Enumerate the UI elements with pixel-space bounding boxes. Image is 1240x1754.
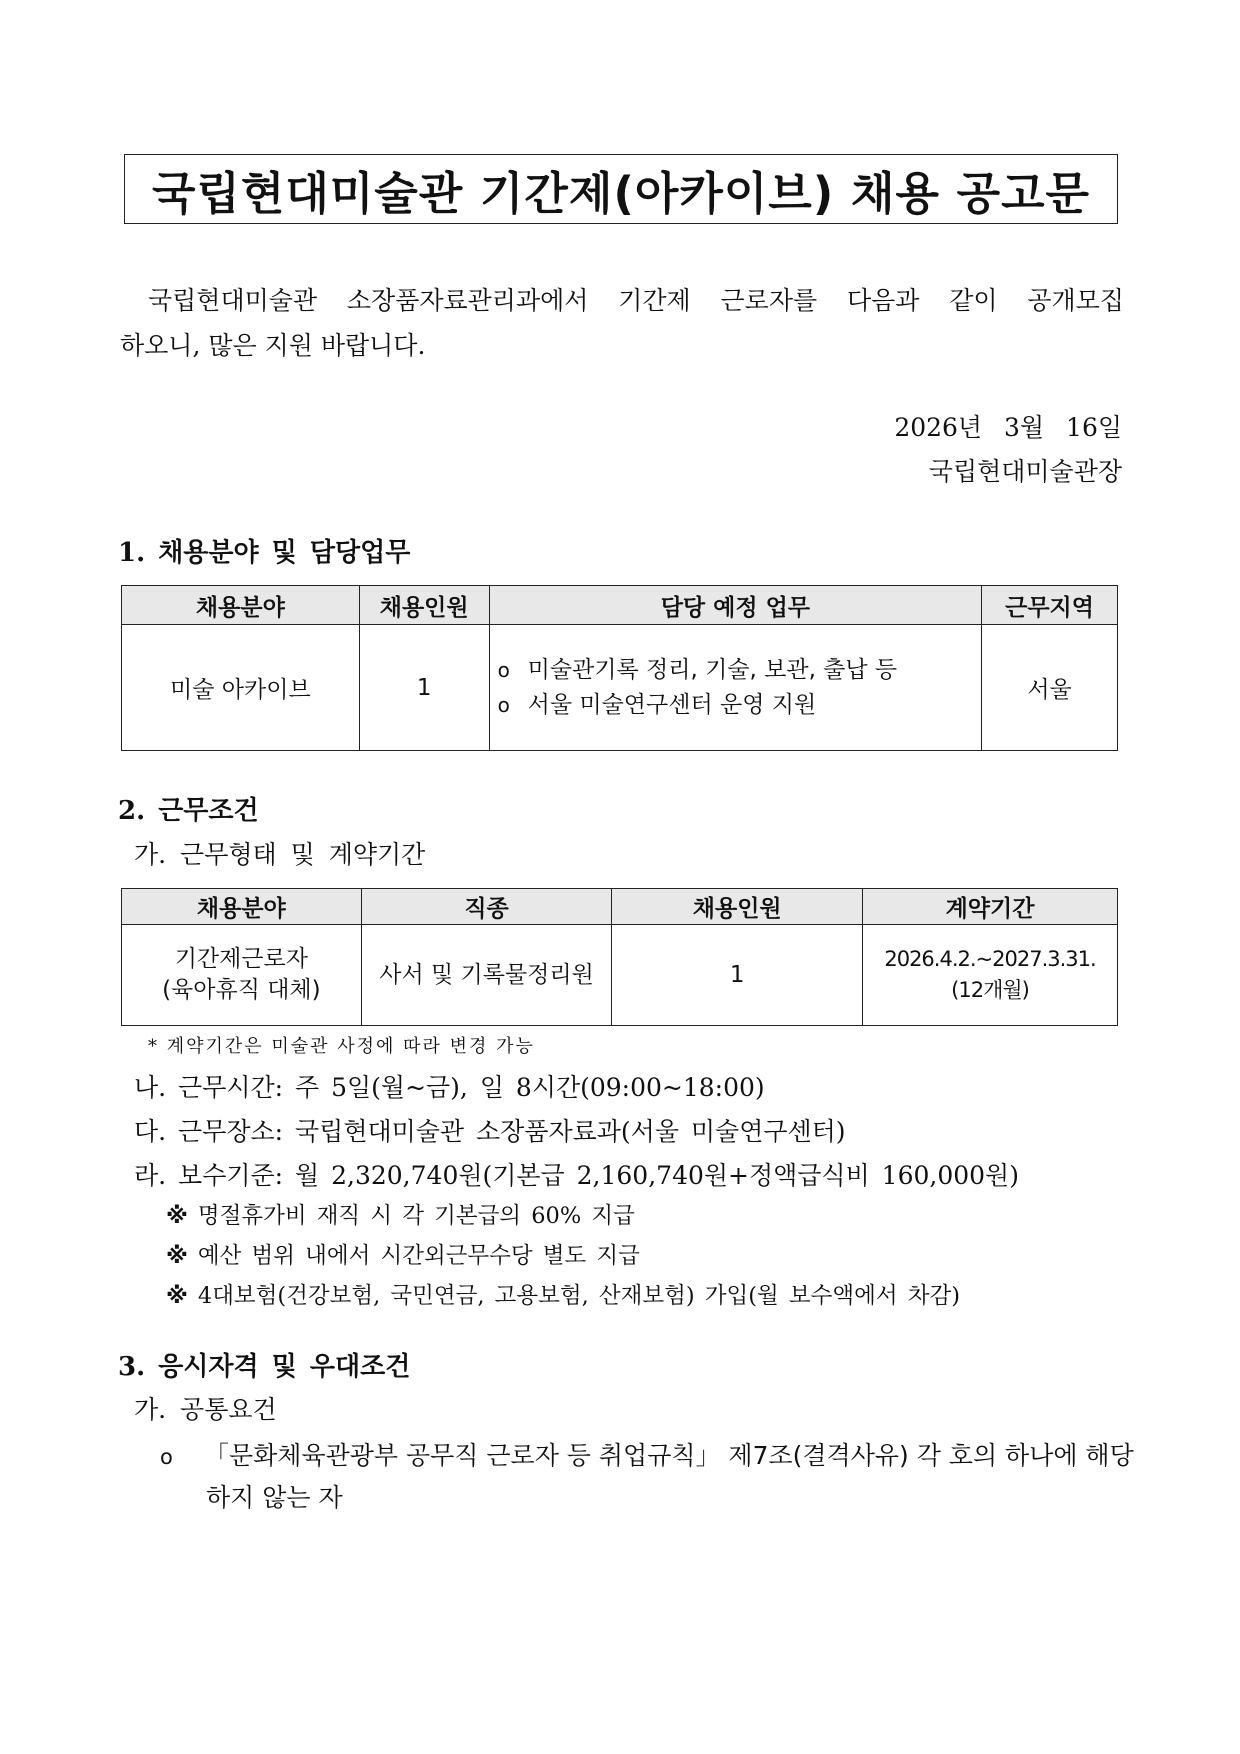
job-cell: 사서 및 기록물정리원	[361, 925, 612, 1026]
intro-word: 같이	[949, 286, 998, 315]
intro-line-2: 하오니, 많은 지원 바랍니다.	[120, 331, 426, 360]
count-cell: 1	[359, 625, 489, 751]
column-header: 채용분야	[122, 586, 360, 625]
reference-item	[166, 1198, 635, 1230]
column-header: 계약기간	[863, 889, 1118, 925]
field-cell: 미술 아카이브	[122, 625, 360, 751]
requirement-text: 「문화체육관광부 공무직 근로자 등 취업규칙」 제7조(결격사유) 각 호의 하나에 해당	[204, 1441, 1134, 1470]
column-header: 채용인원	[359, 586, 489, 625]
duty-text: 미술관기록 정리, 기술, 보관, 출납 등	[527, 656, 898, 683]
section-3-sub-a: 가. 공통요건	[134, 1395, 277, 1424]
field-cell	[122, 925, 362, 1026]
salary: 라. 보수기준: 월 2,320,740원(기본급 2,160,740원+정액급식비 160,000원)	[134, 1161, 1019, 1190]
circle-bullet-icon: o	[497, 657, 510, 682]
intro-word: 공개모집	[1027, 286, 1124, 315]
section-2-sub-a: 가. 근무형태 및 계약기간	[134, 840, 426, 869]
location-cell: 서울	[982, 625, 1118, 751]
duty-item	[498, 688, 982, 723]
field-line: (육아휴직 대체)	[162, 977, 321, 1003]
intro-paragraph	[120, 278, 1124, 368]
reference-text: 예산 범위 내에서 시간외근무수당 별도 지급	[197, 1243, 640, 1269]
intro-line-1	[120, 278, 1124, 323]
intro-word: 다음과	[846, 286, 920, 315]
reference-mark-icon: ※	[166, 1243, 188, 1269]
table-header-row	[122, 586, 1118, 625]
announcement-date: 2026년 3월 16일	[894, 413, 1122, 442]
recruitment-field-table	[121, 585, 1118, 751]
reference-mark-icon: ※	[166, 1203, 188, 1229]
intro-word: 근로자를	[720, 286, 818, 315]
duty-text: 서울 미술연구센터 운영 지원	[527, 691, 817, 718]
period-line: 2026.4.2.~2027.3.31.	[884, 947, 1096, 971]
reference-text: 명절휴가비 재직 시 각 기본급의 60% 지급	[197, 1203, 635, 1229]
intro-word: 기간제	[618, 286, 691, 315]
reference-mark-icon: ※	[166, 1283, 188, 1309]
table-row	[122, 925, 1118, 1026]
table-row	[122, 625, 1118, 751]
contract-note: * 계약기간은 미술관 사정에 따라 변경 가능	[148, 1036, 535, 1057]
section-2-heading: 2. 근무조건	[118, 796, 259, 826]
reference-item	[166, 1238, 640, 1270]
circle-bullet-icon: o	[160, 1445, 173, 1469]
table-header-row	[122, 889, 1118, 925]
requirement-item	[160, 1436, 1134, 1472]
section-3-heading: 3. 응시자격 및 우대조건	[118, 1352, 411, 1382]
page-title: 국립현대미술관 기간제(아카이브) 채용 공고문	[151, 166, 1091, 220]
requirement-continuation: 하지 않는 자	[206, 1483, 343, 1512]
duty-item	[498, 653, 982, 688]
count-cell: 1	[612, 925, 863, 1026]
period-line: (12개월)	[951, 978, 1029, 1002]
title-box	[124, 154, 1118, 224]
contract-table	[121, 888, 1118, 1026]
column-header: 근무지역	[982, 586, 1118, 625]
section-1-heading: 1. 채용분야 및 담당업무	[118, 538, 411, 568]
period-cell	[863, 925, 1118, 1026]
work-hours: 나. 근무시간: 주 5일(월~금), 일 8시간(09:00~18:00)	[134, 1073, 765, 1102]
field-line: 기간제근로자	[174, 946, 308, 972]
column-header: 채용분야	[122, 889, 362, 925]
circle-bullet-icon: o	[497, 692, 510, 717]
column-header: 직종	[361, 889, 612, 925]
intro-word: 국립현대미술관	[148, 286, 318, 315]
signer: 국립현대미술관장	[928, 457, 1122, 486]
intro-word: 소장품자료관리과에서	[346, 286, 589, 315]
column-header: 담당 예정 업무	[489, 586, 982, 625]
duties-cell	[489, 625, 982, 751]
reference-item	[166, 1278, 960, 1310]
work-place: 다. 근무장소: 국립현대미술관 소장품자료과(서울 미술연구센터)	[134, 1117, 846, 1146]
reference-text: 4대보험(건강보험, 국민연금, 고용보험, 산재보험) 가입(월 보수액에서 차감)	[197, 1283, 960, 1309]
column-header: 채용인원	[612, 889, 863, 925]
